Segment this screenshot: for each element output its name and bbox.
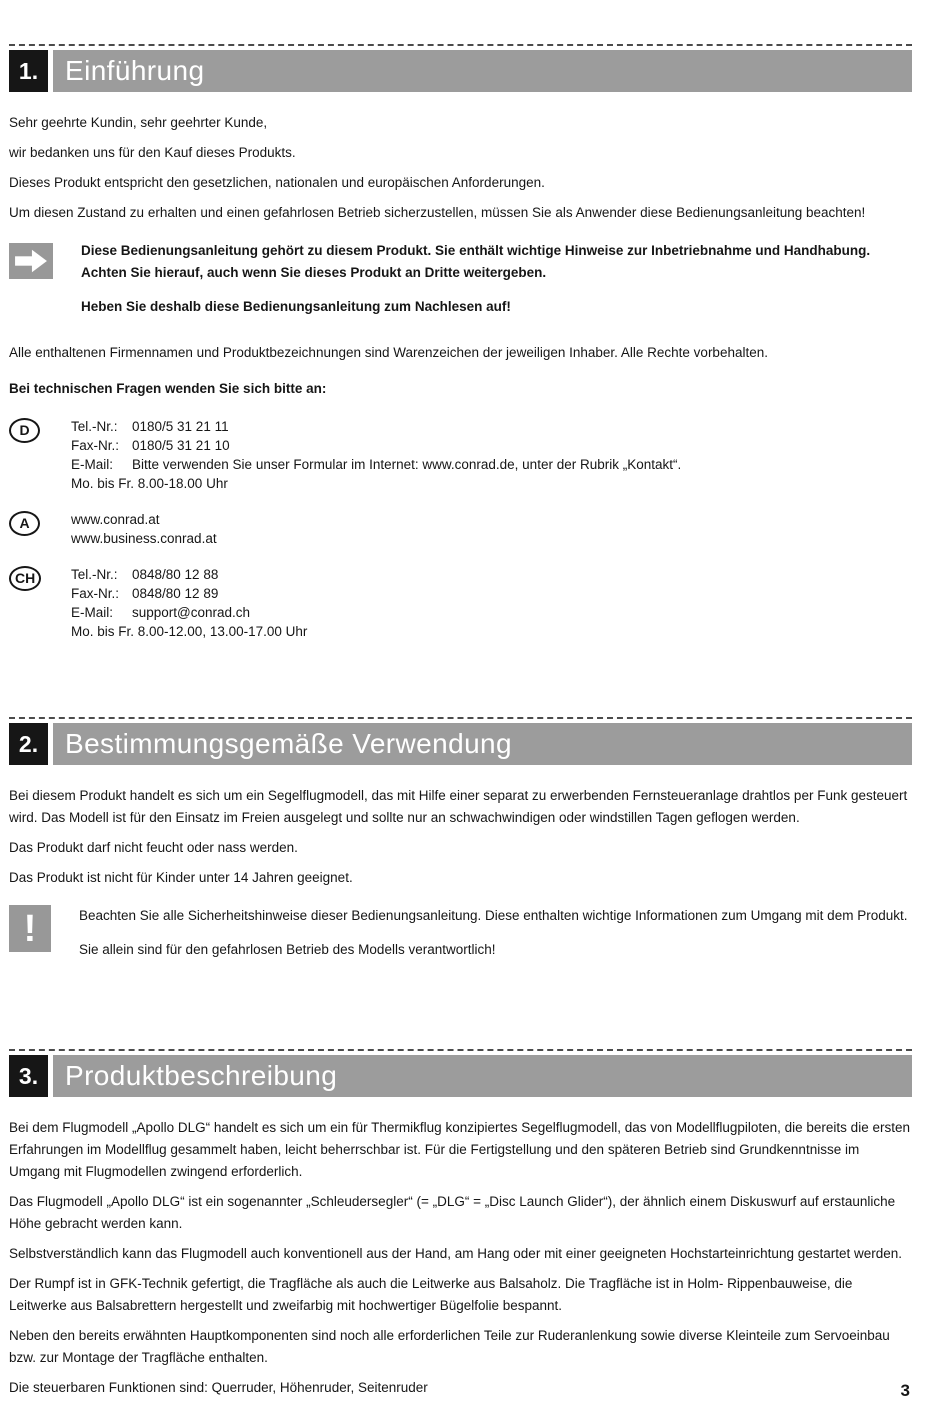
- paragraph: Sehr geehrte Kundin, sehr geehrter Kunde,: [9, 115, 268, 130]
- email-value: support@conrad.ch: [132, 605, 251, 620]
- contact-germany: [9, 417, 912, 493]
- tel-value: 0848/80 12 88: [132, 567, 219, 582]
- note-paragraph: Heben Sie deshalb diese Bedienungsanleitung zum Nachlesen auf!: [81, 299, 511, 314]
- website-value: www.conrad.at: [71, 512, 160, 527]
- country-badge-d-icon: D: [9, 418, 40, 443]
- contact-row-tel: [71, 417, 912, 436]
- paragraph: Das Produkt darf nicht feucht oder nass werden.: [9, 840, 298, 855]
- note-block-arrow: [9, 240, 912, 330]
- section-1-number: 1.: [9, 50, 48, 92]
- section-3-header: [9, 1049, 912, 1097]
- paragraph: Bei diesem Produkt handelt es sich um ein Segelflugmodell, das mit Hilfe einer separat zu erwerbenden Fernsteueranlage drahtlos per Funk gesteuert wird. Das Modell ist für den Einsatz im Freien ausgelegt und sollte nur an schwachwindigen oder windstillen Tagen geflogen werden.: [9, 788, 908, 825]
- tel-label: Tel.-Nr.:: [71, 567, 118, 582]
- contact-row-email: [71, 455, 912, 474]
- section-1-header-row: [9, 50, 912, 92]
- warning-paragraph: Sie allein sind für den gefahrlosen Betrieb des Modells verantwortlich!: [79, 942, 496, 957]
- contact-row-fax: [71, 436, 912, 455]
- paragraph: wir bedanken uns für den Kauf dieses Produkts.: [9, 145, 296, 160]
- contact-row-email: [71, 603, 912, 622]
- paragraph: Um diesen Zustand zu erhalten und einen gefahrlosen Betrieb sicherzustellen, müssen Sie als Anwender diese Bedienungsanleitung beachten!: [9, 205, 866, 220]
- paragraph: Dieses Produkt entspricht den gesetzlichen, nationalen und europäischen Anforderungen.: [9, 175, 545, 190]
- contact-row-fax: [71, 584, 912, 603]
- section-1-title: Einführung: [53, 50, 912, 92]
- dashed-divider: [9, 717, 912, 719]
- fax-value: 0180/5 31 21 10: [132, 438, 230, 453]
- contact-row-tel: [71, 565, 912, 584]
- contact-row-hours: [71, 474, 912, 493]
- hours-value: Mo. bis Fr. 8.00-12.00, 13.00-17.00 Uhr: [71, 624, 308, 639]
- contact-heading: Bei technischen Fragen wenden Sie sich bitte an:: [9, 381, 327, 396]
- section-2-header-row: [9, 723, 912, 765]
- badge-column: [9, 510, 71, 548]
- contact-row-website: [71, 510, 912, 529]
- paragraph: Der Rumpf ist in GFK-Technik gefertigt, die Tragfläche als auch die Leitwerke aus Balsaholz. Die Tragfläche ist in Holm- Rippenbauweise, die Leitwerke aus Balsabrettern hergestellt und zweifarbig mit hochwertiger Bügelfolie bespannt.: [9, 1276, 853, 1313]
- dashed-divider: [9, 44, 912, 46]
- exclamation-icon: !: [9, 905, 51, 952]
- contact-germany-details: [71, 417, 912, 493]
- paragraph: Alle enthaltenen Firmennamen und Produktbezeichnungen sind Warenzeichen der jeweiligen Inhaber. Alle Rechte vorbehalten.: [9, 345, 768, 360]
- note-block-warning: [9, 905, 912, 973]
- contact-switzerland-details: [71, 565, 912, 641]
- country-badge-ch-icon: CH: [9, 566, 41, 591]
- contact-row-hours: [71, 622, 912, 641]
- section-2-header: [9, 717, 912, 765]
- badge-column: [9, 565, 71, 641]
- contact-austria-details: [71, 510, 912, 548]
- fax-label: Fax-Nr.:: [71, 586, 120, 601]
- arrow-right-icon: [9, 243, 53, 279]
- note-paragraph: Diese Bedienungsanleitung gehört zu diesem Produkt. Sie enthält wichtige Hinweise zur Inbetriebnahme und Handhabung. Achten Sie hierauf, auch wenn Sie dieses Produkt an Dritte weitergeben.: [81, 243, 871, 280]
- section-2-number: 2.: [9, 723, 48, 765]
- email-value: Bitte verwenden Sie unser Formular im Internet: www.conrad.de, unter der Rubrik „Kontakt“.: [132, 457, 682, 472]
- paragraph: Das Flugmodell „Apollo DLG“ ist ein sogenannter „Schleudersegler“ (= „DLG“ = „Disc Launch Glider“), der ähnlich einem Diskuswurf auf erstaunliche Höhe gebracht werden kann.: [9, 1194, 896, 1231]
- tel-label: Tel.-Nr.:: [71, 419, 118, 434]
- paragraph: Die steuerbaren Funktionen sind: Querruder, Höhenruder, Seitenruder: [9, 1380, 428, 1395]
- website-value: www.business.conrad.at: [71, 531, 217, 546]
- country-badge-a-icon: A: [9, 511, 40, 536]
- tel-value: 0180/5 31 21 11: [132, 419, 229, 434]
- contact-austria: [9, 510, 912, 548]
- section-2-title: Bestimmungsgemäße Verwendung: [53, 723, 912, 765]
- section-3-number: 3.: [9, 1055, 48, 1097]
- paragraph: Neben den bereits erwähnten Hauptkomponenten sind noch alle erforderlichen Teile zur Ruderanlenkung sowie diverse Kleinteile zum Servoeinbau bzw. zur Montage der Tragfläche enthalten.: [9, 1328, 890, 1365]
- note-text-block: [81, 240, 912, 330]
- fax-value: 0848/80 12 89: [132, 586, 219, 601]
- contact-switzerland: [9, 565, 912, 641]
- paragraph: Bei dem Flugmodell „Apollo DLG“ handelt es sich um ein für Thermikflug konzipiertes Segelflugmodell, das von Modellflugpiloten, die bereits die ersten Erfahrungen im Modellflug gesammelt haben, leicht beherrschbar ist. Für die Fertigstellung und den späteren Betrieb sind Grundkenntnisse im Umgang mit Flugmodellen zwingend erforderlich.: [9, 1120, 910, 1179]
- section-3-header-row: [9, 1055, 912, 1097]
- dashed-divider: [9, 1049, 912, 1051]
- email-label: E-Mail:: [71, 457, 114, 472]
- section-1-header: [9, 44, 912, 92]
- paragraph: Das Produkt ist nicht für Kinder unter 14 Jahren geeignet.: [9, 870, 353, 885]
- fax-label: Fax-Nr.:: [71, 438, 120, 453]
- section-3-title: Produktbeschreibung: [53, 1055, 912, 1097]
- email-label: E-Mail:: [71, 605, 114, 620]
- badge-column: [9, 417, 71, 493]
- warning-paragraph: Beachten Sie alle Sicherheitshinweise dieser Bedienungsanleitung. Diese enthalten wichtige Informationen zum Umgang mit dem Produkt.: [79, 908, 908, 923]
- page-number: 3: [900, 1381, 910, 1400]
- paragraph: Selbstverständlich kann das Flugmodell auch konventionell aus der Hand, am Hang oder mit einer geeigneten Hochstarteinrichtung gestartet werden.: [9, 1246, 903, 1261]
- hours-value: Mo. bis Fr. 8.00-18.00 Uhr: [71, 476, 228, 491]
- contact-row-website: [71, 529, 912, 548]
- note-text-block: [79, 905, 907, 973]
